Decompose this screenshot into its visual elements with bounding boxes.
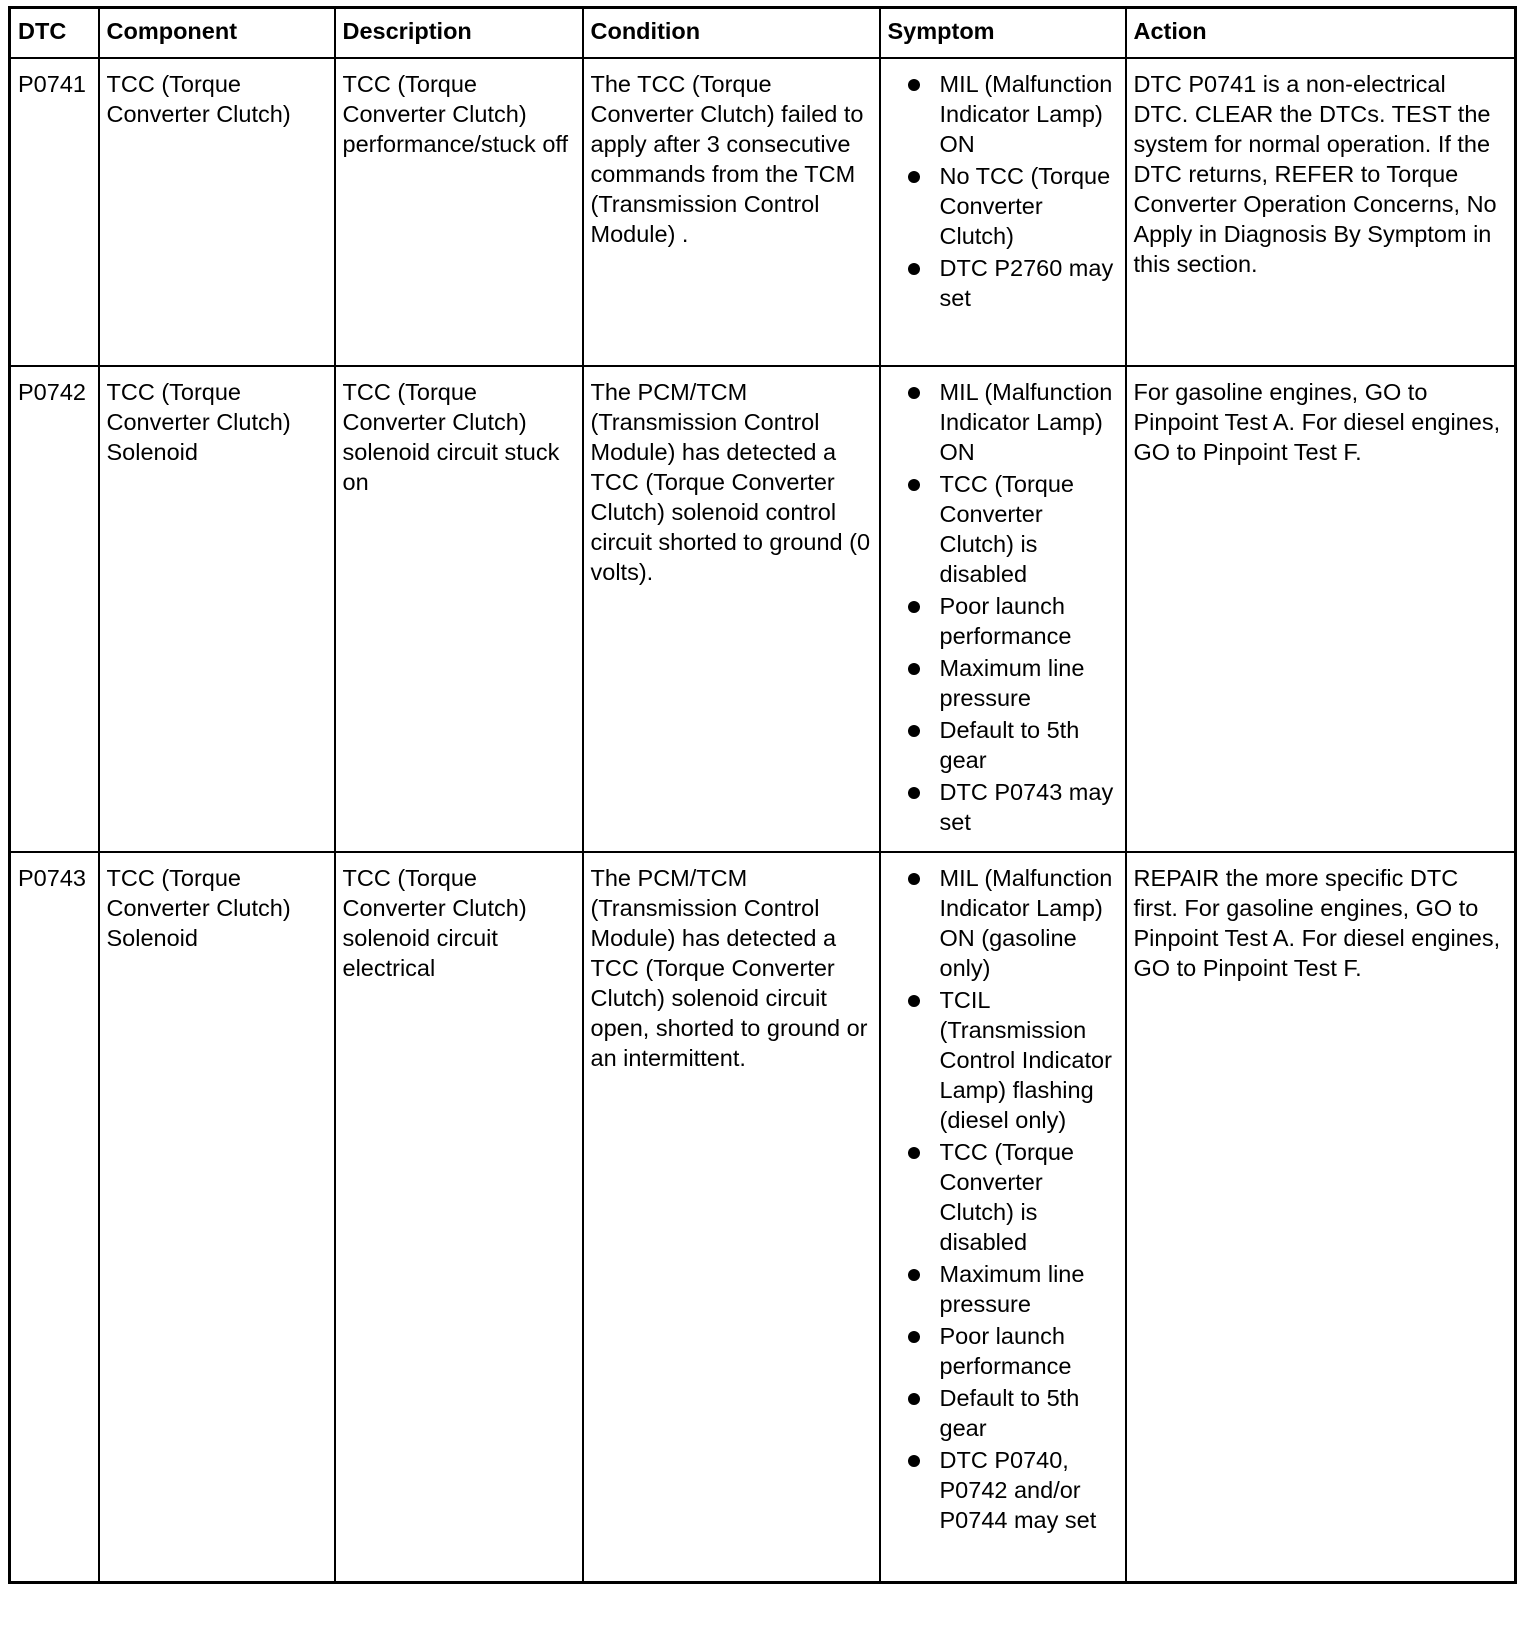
symptom-list bbox=[888, 863, 1118, 1535]
dtc-table bbox=[8, 6, 1517, 1584]
bullet-icon bbox=[908, 1393, 920, 1405]
condition-cell: The TCC (Torque Converter Clutch) failed to apply after 3 consecutive commands from the TCM (Transmission Control Module) . bbox=[583, 58, 880, 366]
table-body bbox=[10, 58, 1516, 1582]
description-cell: TCC (Torque Converter Clutch) solenoid circuit electrical bbox=[335, 852, 583, 1582]
table-row bbox=[10, 58, 1516, 366]
bullet-icon bbox=[908, 79, 920, 91]
symptom-item bbox=[888, 653, 1118, 713]
dtc-code-cell: P0742 bbox=[10, 366, 99, 852]
table-row bbox=[10, 852, 1516, 1582]
bullet-icon bbox=[908, 1147, 920, 1159]
header-condition: Condition bbox=[583, 8, 880, 59]
symptom-text: MIL (Malfunction Indicator Lamp) ON bbox=[939, 379, 1113, 465]
action-cell: REPAIR the more specific DTC first. For gasoline engines, GO to Pinpoint Test A. For diesel engines, GO to Pinpoint Test F. bbox=[1126, 852, 1516, 1582]
table-header bbox=[10, 8, 1516, 59]
symptom-text: TCIL (Transmission Control Indicator Lamp) flashing (diesel only) bbox=[939, 987, 1112, 1133]
condition-cell: The PCM/TCM (Transmission Control Module) has detected a TCC (Torque Converter Clutch) solenoid control circuit shorted to ground (0 volts). bbox=[583, 366, 880, 852]
header-row bbox=[10, 8, 1516, 59]
bullet-icon bbox=[908, 725, 920, 737]
dtc-code-cell: P0741 bbox=[10, 58, 99, 366]
symptom-item bbox=[888, 715, 1118, 775]
header-action: Action bbox=[1126, 8, 1516, 59]
component-cell: TCC (Torque Converter Clutch) bbox=[99, 58, 335, 366]
symptom-item bbox=[888, 69, 1118, 159]
component-cell: TCC (Torque Converter Clutch) Solenoid bbox=[99, 852, 335, 1582]
symptom-item bbox=[888, 469, 1118, 589]
symptom-text: TCC (Torque Converter Clutch) is disabled bbox=[939, 471, 1075, 587]
symptom-text: Default to 5th gear bbox=[939, 1385, 1080, 1441]
action-cell: DTC P0741 is a non-electrical DTC. CLEAR the DTCs. TEST the system for normal operation. If the DTC returns, REFER to Torque Converter Operation Concerns, No Apply in Diagnosis By Symptom in this section. bbox=[1126, 58, 1516, 366]
component-cell: TCC (Torque Converter Clutch) Solenoid bbox=[99, 366, 335, 852]
symptom-text: Poor launch performance bbox=[939, 1323, 1072, 1379]
symptom-text: No TCC (Torque Converter Clutch) bbox=[939, 163, 1111, 249]
header-component: Component bbox=[99, 8, 335, 59]
description-cell: TCC (Torque Converter Clutch) solenoid circuit stuck on bbox=[335, 366, 583, 852]
bullet-icon bbox=[908, 171, 920, 183]
symptom-text: Poor launch performance bbox=[939, 593, 1072, 649]
header-description: Description bbox=[335, 8, 583, 59]
symptom-list bbox=[888, 377, 1118, 837]
symptom-cell bbox=[880, 852, 1126, 1582]
symptom-item bbox=[888, 591, 1118, 651]
bullet-icon bbox=[908, 1455, 920, 1467]
bullet-icon bbox=[908, 995, 920, 1007]
symptom-item bbox=[888, 777, 1118, 837]
symptom-text: MIL (Malfunction Indicator Lamp) ON bbox=[939, 71, 1113, 157]
symptom-item bbox=[888, 253, 1118, 313]
bullet-icon bbox=[908, 873, 920, 885]
symptom-text: Maximum line pressure bbox=[939, 655, 1085, 711]
condition-cell: The PCM/TCM (Transmission Control Module) has detected a TCC (Torque Converter Clutch) solenoid circuit open, shorted to ground or an intermittent. bbox=[583, 852, 880, 1582]
bullet-icon bbox=[908, 787, 920, 799]
symptom-item bbox=[888, 1383, 1118, 1443]
header-dtc: DTC bbox=[10, 8, 99, 59]
symptom-item bbox=[888, 1137, 1118, 1257]
symptom-text: MIL (Malfunction Indicator Lamp) ON (gasoline only) bbox=[939, 865, 1113, 981]
bullet-icon bbox=[908, 479, 920, 491]
action-cell: For gasoline engines, GO to Pinpoint Test A. For diesel engines, GO to Pinpoint Test F. bbox=[1126, 366, 1516, 852]
bullet-icon bbox=[908, 1269, 920, 1281]
symptom-item bbox=[888, 863, 1118, 983]
table-row bbox=[10, 366, 1516, 852]
symptom-item bbox=[888, 377, 1118, 467]
bullet-icon bbox=[908, 263, 920, 275]
header-symptom: Symptom bbox=[880, 8, 1126, 59]
symptom-item bbox=[888, 1445, 1118, 1535]
description-cell: TCC (Torque Converter Clutch) performance/stuck off bbox=[335, 58, 583, 366]
symptom-text: Maximum line pressure bbox=[939, 1261, 1085, 1317]
symptom-item bbox=[888, 1259, 1118, 1319]
symptom-text: DTC P0740, P0742 and/or P0744 may set bbox=[939, 1447, 1097, 1533]
dtc-document bbox=[8, 6, 1517, 1584]
symptom-cell bbox=[880, 58, 1126, 366]
symptom-text: DTC P0743 may set bbox=[939, 779, 1114, 835]
symptom-item bbox=[888, 985, 1118, 1135]
symptom-item bbox=[888, 161, 1118, 251]
symptom-text: TCC (Torque Converter Clutch) is disabled bbox=[939, 1139, 1075, 1255]
dtc-code-cell: P0743 bbox=[10, 852, 99, 1582]
symptom-text: Default to 5th gear bbox=[939, 717, 1080, 773]
bullet-icon bbox=[908, 1331, 920, 1343]
symptom-item bbox=[888, 1321, 1118, 1381]
symptom-list bbox=[888, 69, 1118, 313]
bullet-icon bbox=[908, 387, 920, 399]
bullet-icon bbox=[908, 663, 920, 675]
symptom-text: DTC P2760 may set bbox=[939, 255, 1114, 311]
bullet-icon bbox=[908, 601, 920, 613]
symptom-cell bbox=[880, 366, 1126, 852]
